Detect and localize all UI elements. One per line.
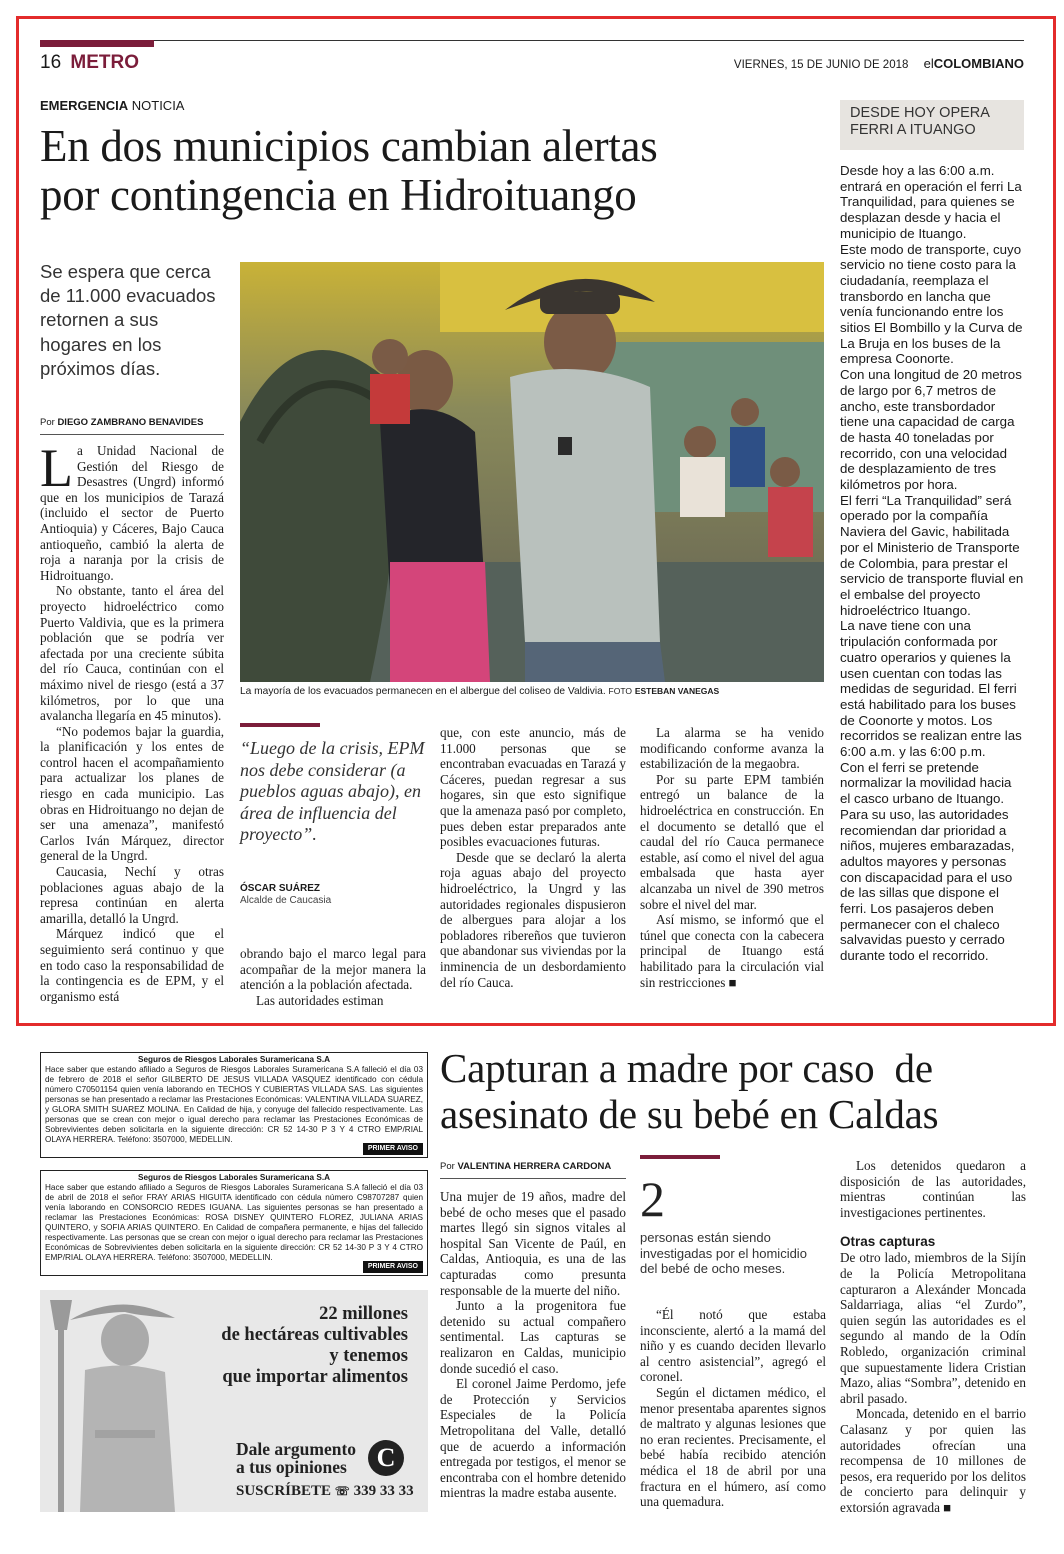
- second-col2-p1: “Él notó que estaba inconsciente, alertó a la mamá del niño y es cuando deciden llevarlo al centro asistencial”, agregó el coronel.: [640, 1307, 826, 1385]
- second-col3-p1: De otro lado, miembros de la Sijín de la Policía Metropolitana capturaron a Alexánder Moncada Saldarriaga, alias “el Zurdo”, quien según las autoridades es el segundo al mando de la Odín Robledo, organización criminal que supuestamente lidera Cristian Mazo, alias “Sombra”, detenido en abril pasado.: [840, 1250, 1026, 1406]
- headline-line-1: En dos municipios cambian alertas: [40, 121, 658, 171]
- second-headline: [440, 1045, 1030, 1137]
- caption-text: La mayoría de los evacuados permanecen en el albergue del coliseo de Valdivia.: [240, 686, 606, 697]
- section-color-bar: [40, 40, 154, 47]
- byline: [40, 417, 224, 435]
- col3-p2: Desde que se declaró la alerta roja aguas abajo del proyecto hidroeléctrico, la Ungrd y las autoridades regionales dispusieron de albergues para alojar a los pobladores ribereños que tuvieron que abandonar sus viviendas por la inminencia de un desbordamiento del río Cauca.: [440, 849, 626, 990]
- photo-caption: [240, 685, 824, 698]
- subscribe-phone[interactable]: 339 33 33: [353, 1483, 414, 1499]
- credit-label: FOTO: [608, 686, 632, 696]
- ad-line-2: de hectáreas cultivables: [221, 1325, 408, 1345]
- col1-p1: a Unidad Nacional de Gestión del Riesgo de Desastres (Ungrd) informó que en los municipios de Tarazá (incluido el sector de Puerto Antioquia) y Cáceres, Bajo Cauca antioqueño, cambió la alerta de roja a naranja por la crisis de Hidroituango.: [40, 443, 224, 583]
- ad-line-3: y tenemos: [329, 1346, 408, 1366]
- notice-1-text: Hace saber que estando afiliado a Seguros de Riesgos Laborales Suramericana S.A falleció el día 03 de febrero de 2018 el señor GILBERTO DE JESUS VILLADA VASQUEZ identificado con cédula número C70501154 quien venía laborando en TECHOS Y CUBIERTAS VILLADA SAS. Las siguientes personas se han presentado a reclamar las Prestaciones Económicas: VALENTINA VILLADA SUAREZ, y GLORA SMITH SUAREZ MOLINA. En Calidad de hija, y conyuge del fallecido respectivamente. Las personas que se crean con mejor o igual derecho para reclamar las Prestaciones Económicas de Sobrevivientes deben solicitarla en la siguiente dirección: CR 52 14-30 P 3 Y 4 CTRO EMP/RIAL OLAYA HERRERA. Teléfono: 3507000, MEDELLIN.: [45, 1065, 423, 1144]
- page-header-right: [734, 57, 1024, 72]
- notice-2-title: Seguros de Riesgos Laborales Suramericana S.A: [137, 1173, 331, 1182]
- col2-p2: Las autoridades estiman: [256, 992, 384, 1008]
- sidebar-p6: Con el ferri se pretende normalizar la movilidad hacia el casco urbano de Ituango.: [840, 759, 1012, 807]
- subhead: Se espera que cerca de 11.000 evacuados retornen a sus hogares en los próximos días.: [40, 261, 216, 379]
- evacuees-photo: [240, 262, 824, 682]
- brand-prefix: el: [923, 56, 934, 71]
- notice-2-tag: PRIMER AVISO: [363, 1261, 423, 1273]
- col2-p1: obrando bajo el marco legal para acompañar de la mejor manera la atención a la población afectada.: [240, 946, 426, 993]
- subscription-ad[interactable]: [40, 1290, 428, 1512]
- second-col1-p3: El coronel Jaime Perdomo, jefe de Protección y Servicios Especiales de la Policía Metropolitana del Valle, detalló que de acuerdo a información entregada por testigos, el menor se encontraba con el hombre detenido mientras la madre estaba ausente.: [440, 1376, 626, 1501]
- ad-subscribe[interactable]: [236, 1482, 414, 1500]
- main-col-1: [40, 443, 224, 1008]
- sidebar-title: DESDE HOY OPERA FERRI A ITUANGO: [840, 100, 1024, 150]
- credit-name: ESTEBAN VANEGAS: [634, 686, 720, 696]
- col1-p2: No obstante, tanto el área del proyecto hidroeléctrico como Puerto Valdivia, que es la primera población que se podría ver afectada por una creciente súbita del río Cauca, continúan con el máximo nivel de riesgo (está a 37 kilómetros, por lo que una avalancha llegaría en 45 minutos).: [40, 583, 224, 724]
- quote-role: Alcalde de Caucasia: [240, 895, 332, 906]
- byline-prefix: Por: [40, 417, 55, 428]
- second-col3-p2: Moncada, detenido en el barrio Calasanz y por quien las autoridades ofrecían una recompensa de 10 millones de pesos, era requerido por los delitos de concierto para delinquir y extorsión agravada ■: [840, 1406, 1026, 1515]
- subscribe-label[interactable]: SUSCRÍBETE: [236, 1483, 332, 1499]
- second-col-3: [840, 1158, 1026, 1519]
- page-header-left: [40, 52, 139, 74]
- ad-line-1: 22 millones: [319, 1304, 408, 1324]
- second-col1-p2: Junto a la progenitora fue detenido su actual compañero sentimental. Las capturas se realizaron en Caldas, municipio donde sucedió el caso.: [440, 1298, 626, 1376]
- main-col-4: [640, 725, 824, 1010]
- col1-p4: Caucasia, Nechí y otras poblaciones aguas abajo de la represa continúan en alerta amarilla, detalló la Ungrd.: [40, 864, 224, 926]
- ad-slogan: [236, 1440, 366, 1476]
- phone-icon: ☏: [334, 1484, 350, 1498]
- legal-notice-1: [40, 1052, 428, 1158]
- second-col3-top: Los detenidos quedaron a disposición de las autoridades, mientras continúan las investigaciones pertinentes.: [840, 1158, 1026, 1220]
- second-headline-line-2: asesinato de su bebé en Caldas: [440, 1091, 939, 1137]
- drop-cap: L: [40, 443, 73, 498]
- byline-name[interactable]: DIEGO ZAMBRANO BENAVIDES: [57, 417, 204, 428]
- second-col-1: [440, 1189, 626, 1519]
- col3-p1: que, con este anuncio, más de 11.000 personas que se encontraban evacuadas en Tarazá y Cáceres, puedan regresar a sus hogares, sin que esto signifique que la amenaza pasó por completo, pues deben estar preparados ante posibles evacuaciones futuras.: [440, 725, 626, 850]
- col1-p3: “No podemos bajar la guardia, la planificación y los entes de control hacen el acompañamiento para actualizar los planes de riesgo en cada municipio. Las obras en Hidroituango no dejan de ser una amenaza”, manifestó Carlos Iván Márquez, director general de la Ungrd.: [40, 723, 224, 864]
- sidebar-p3: Con una longitud de 20 metros de largo por 6,7 metros de ancho, este transbordador tiene una capacidad de carga de hasta 40 toneladas por recorrido, con una velocidad de desplazamiento de tres kilómetros por hora.: [840, 367, 1022, 493]
- sidebar-p1: Desde hoy a las 6:00 a.m. entrará en operación el ferri La Tranquilidad, para quienes se desplazan desde y hacia el municipio de Ituango.: [840, 163, 1022, 241]
- brand-name: COLOMBIANO: [933, 56, 1024, 71]
- quote-author: ÓSCAR SUÁREZ: [240, 883, 321, 894]
- ad-line-4: que importar alimentos: [222, 1367, 408, 1387]
- ad-slogan-1: Dale argumento: [236, 1439, 357, 1459]
- sidebar-p4: El ferri “La Tranquilidad” será operado por la compañía Naviera del Gavic, habilitada por el Ministerio de Transporte de Colombia, para prestar el servicio de transporte fluvial en el embalse del proyecto hidroeléctrico Ituango.: [840, 492, 1024, 618]
- main-col-2: [240, 946, 426, 1008]
- col4-p3: Así mismo, se informó que el túnel que conecta con la cabecera principal de Ituango está habilitado para la circulación vial sin restricciones ■: [640, 912, 824, 990]
- header-rule: [40, 40, 1024, 41]
- col4-p1: La alarma se ha venido modificando conforme avanza la estabilización de la megaobra.: [640, 725, 824, 772]
- kicker-bold: EMERGENCIA: [40, 98, 129, 113]
- quote-attribution: [240, 883, 430, 907]
- second-byline: [440, 1161, 626, 1179]
- stat-caption: personas están siendo investigadas por el homicidio del bebé de ocho meses.: [640, 1230, 807, 1276]
- pull-quote: “Luego de la crisis, EPM nos debe considerar (a pueblos aguas abajo), en área de influencia del proyecto”.: [240, 738, 425, 844]
- second-col2-p2: Según el dictamen médico, el menor presentaba aparentes signos de maltrato y algunas lesiones que no eran recientes. Precisamente, el bebé había recibido atención médica el 18 de abril por una fractura en el húmero, así como una quemadura.: [640, 1384, 826, 1510]
- photo-illustration: [240, 262, 824, 682]
- second-subhead: Otras capturas: [840, 1234, 936, 1250]
- main-headline: [40, 122, 830, 220]
- ad-headline: [178, 1304, 408, 1388]
- main-col-3: [440, 725, 626, 1010]
- col4-p2: Por su parte EPM también entregó un balance de la hidroeléctrica en construcción. En el documento se detalló que el caudal del río Cauca permanece estable, así como el nivel del agua embalsada que hasta ayer alcanzaba un nivel de 390 metros sobre el nivel del mar.: [640, 771, 824, 912]
- sidebar-p7: Para su uso, las autoridades recomiendan dar prioridad a niños, mujeres embarazadas, adultos mayores y personas con discapacidad para el uso de las sillas que dispone el ferri. Los pasajeros deben permanecer con el chaleco salvavidas puesto y cerrado durante todo el recorrido.: [840, 806, 1015, 964]
- stat-rule: [640, 1155, 720, 1159]
- second-byline-prefix: Por: [440, 1161, 455, 1172]
- sidebar-p2: Este modo de transporte, cuyo servicio no tiene costo para la ciudadanía, reemplaza el transbordo en lancha que venía funcionando entre los sitios El Bombillo y la Curva de La Bruja en los buses de la empresa Coonorte.: [840, 241, 1023, 367]
- notice-1-tag: PRIMER AVISO: [363, 1143, 423, 1155]
- second-col-2: [640, 1307, 826, 1519]
- second-headline-line-1: Capturan a madre por caso de: [440, 1045, 933, 1091]
- kicker-rest: NOTICIA: [131, 98, 185, 113]
- colombiano-logo-icon: C: [368, 1440, 404, 1476]
- issue-date: VIERNES, 15 DE JUNIO DE 2018: [733, 59, 909, 71]
- headline-line-2: por contingencia en Hidroituango: [40, 170, 637, 220]
- kicker: [40, 98, 184, 113]
- page-number: 16: [40, 52, 62, 73]
- ad-slogan-2: a tus opiniones: [236, 1457, 347, 1477]
- col1-p5: Márquez indicó que el seguimiento será continuo y que en todo caso la responsabilidad de la contingencia es de EPM, y el organismo está: [40, 926, 224, 1004]
- legal-notice-2: [40, 1170, 428, 1276]
- sidebar-p5: La nave tiene con una tripulación conformada por cuatro operarios y quienes la usen cuentan con todas las medidas de seguridad. El ferri está habilitado para los buses de Coonorte y motos. Los recorridos se realizan entre las 6:00 a.m. y las 6:00 p.m.: [840, 618, 1022, 760]
- second-byline-name[interactable]: VALENTINA HERRERA CARDONA: [457, 1161, 612, 1172]
- section-name[interactable]: METRO: [70, 52, 140, 73]
- sidebar-body: [840, 163, 1024, 1008]
- notice-1-title: Seguros de Riesgos Laborales Suramericana S.A: [137, 1055, 331, 1064]
- stat-number: 2: [640, 1171, 665, 1227]
- quote-rule: [240, 723, 320, 727]
- notice-2-text: Hace saber que estando afiliado a Seguros de Riesgos Laborales Suramericana S.A falleció el día 03 de abril de 2018 el señor FRAY ARIAS HIGUITA identificado con cédula número C98707287 quien venía laborando en CONSORCIO REDES IGUANA. Las siguientes personas se han presentado a reclamar las Prestaciones Económicas: ROSA DISNEY QUINTERO FLOREZ, JULIANA ARIAS QUINTERO, y SOFIA ARIAS QUINTERO. En Calidad de compañera permanente, e hijas del fallecido respectivamente. Las personas que se crean con mejor o igual derecho para reclamar las Prestaciones Económicas de Sobrevivientes deben solicitarla en la siguiente dirección: CR 52 14-30 P 3 Y 4 CTRO EMP/RIAL OLAYA HERRERA. Teléfono: 3507000, MEDELLIN.: [45, 1183, 423, 1262]
- second-col1-p1: Una mujer de 19 años, madre del bebé de ocho meses que el pasado martes llegó sin signos vitales al hospital San Vicente de Paúl, en Caldas, Antioquia, es una de las capturadas como presunta responsable de la muerte del niño.: [440, 1189, 626, 1298]
